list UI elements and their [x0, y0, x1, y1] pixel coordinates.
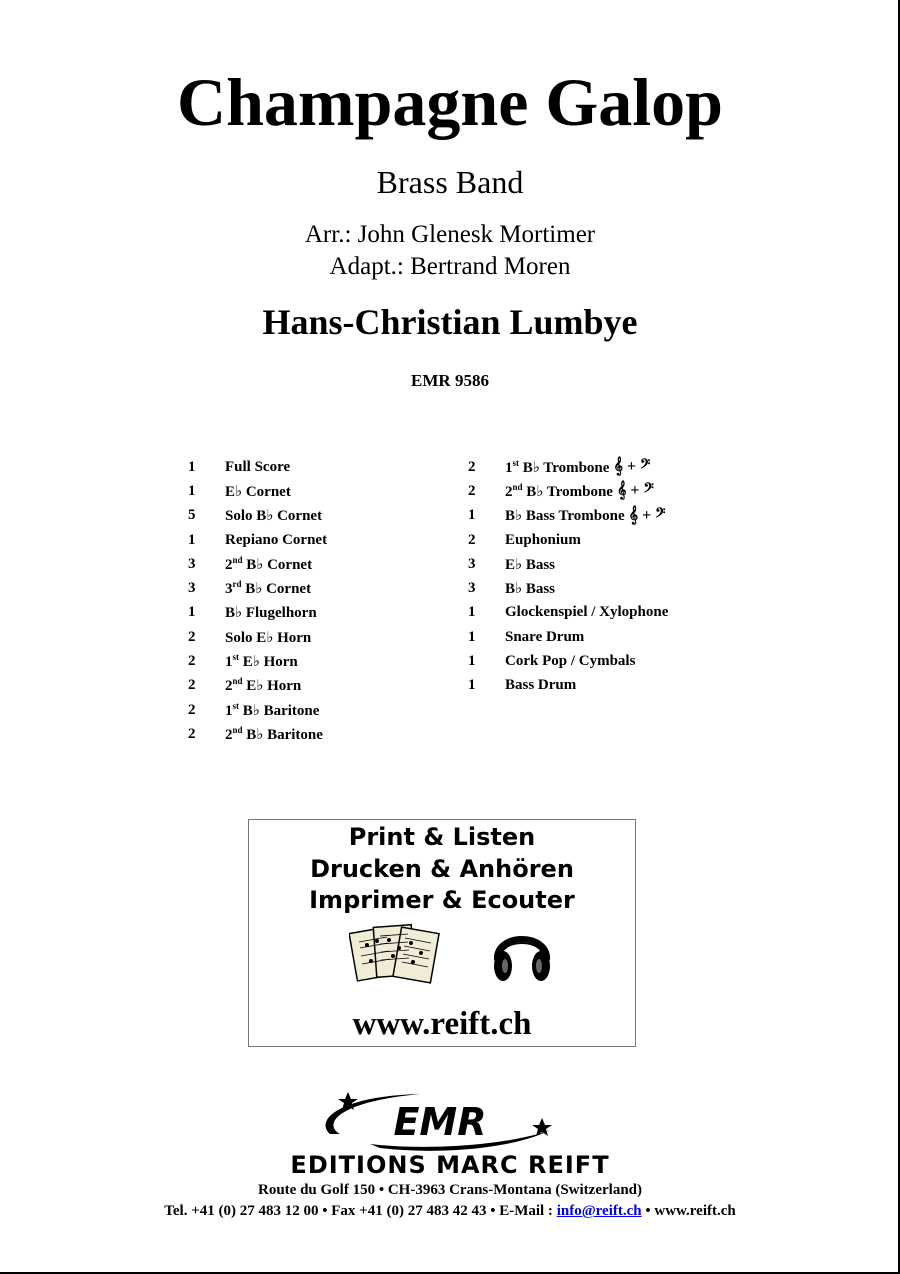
part-quantity: 1 — [468, 604, 476, 621]
part-name: B♭ Flugelhorn — [225, 605, 317, 622]
part-row — [188, 698, 327, 722]
part-instrument: E♭ Horn — [242, 678, 302, 695]
part-ordinal: 1 — [505, 459, 513, 476]
part-quantity: 2 — [188, 653, 196, 670]
emr-logo-text: EMR — [393, 1100, 487, 1144]
contact-website: • www.reift.ch — [641, 1203, 736, 1219]
part-name — [225, 725, 323, 744]
part-instrument: B♭ Cornet — [242, 556, 313, 573]
clef-icon: 𝄞 + 𝄢 — [613, 458, 651, 476]
part-quantity: 1 — [188, 458, 196, 475]
ensemble-subtitle: Brass Band — [376, 164, 524, 200]
part-name: B♭ Bass Trombone — [505, 508, 625, 525]
part-name: Euphonium — [505, 531, 581, 548]
part-quantity: 3 — [188, 580, 196, 597]
composer-name: Hans-Christian Lumbye — [262, 302, 638, 342]
part-row — [188, 576, 327, 600]
part-ordinal: 2 — [225, 556, 233, 573]
part-ordinal-suffix: st — [232, 700, 239, 711]
promo-line-french: Imprimer & Ecouter — [309, 886, 575, 914]
sheet-music-icon — [349, 920, 441, 992]
part-ordinal: 2 — [505, 483, 513, 500]
promo-url[interactable]: www.reift.ch — [352, 1006, 532, 1042]
print-listen-box — [248, 819, 636, 1047]
part-instrument: B♭ Baritone — [242, 726, 323, 743]
part-row — [468, 674, 668, 698]
publisher-contact — [0, 1204, 900, 1219]
part-row — [468, 552, 668, 576]
part-instrument: B♭ Cornet — [241, 581, 312, 598]
clef-icon: 𝄞 + 𝄢 — [628, 506, 666, 524]
part-name — [225, 701, 319, 720]
part-name: Glockenspiel / Xylophone — [505, 604, 669, 621]
catalog-number: EMR 9586 — [411, 371, 489, 390]
part-quantity: 2 — [188, 701, 196, 718]
part-quantity: 1 — [468, 628, 476, 645]
part-ordinal: 3 — [225, 581, 233, 598]
part-row — [188, 625, 327, 649]
headphones-icon — [489, 918, 555, 986]
part-quantity: 2 — [468, 458, 476, 475]
part-row — [468, 528, 668, 552]
part-quantity: 3 — [468, 555, 476, 572]
part-row — [188, 479, 327, 503]
part-ordinal-suffix: nd — [512, 481, 523, 492]
promo-line-german: Drucken & Anhören — [310, 855, 574, 883]
part-name — [505, 482, 613, 501]
part-quantity: 3 — [188, 555, 196, 572]
part-ordinal-suffix: nd — [232, 554, 243, 565]
part-row — [468, 504, 668, 528]
part-ordinal-suffix: st — [512, 457, 519, 468]
part-quantity: 1 — [188, 531, 196, 548]
part-name: Snare Drum — [505, 628, 585, 645]
part-ordinal: 1 — [225, 702, 233, 719]
part-ordinal: 2 — [225, 678, 233, 695]
part-instrument: B♭ Trombone — [519, 459, 610, 476]
part-name: Full Score — [225, 458, 291, 475]
part-name — [225, 579, 311, 598]
part-row — [188, 455, 327, 479]
part-quantity: 5 — [188, 507, 196, 524]
contact-phone-fax: Tel. +41 (0) 27 483 12 00 • Fax +41 (0) 27 483 42 43 • E-Mail : — [164, 1203, 557, 1219]
part-ordinal-suffix: rd — [232, 579, 242, 590]
part-name: E♭ Cornet — [225, 483, 291, 500]
part-row — [188, 528, 327, 552]
part-ordinal: 2 — [225, 726, 233, 743]
part-ordinal-suffix: nd — [232, 724, 243, 735]
part-row — [468, 625, 668, 649]
part-quantity: 1 — [188, 482, 196, 499]
part-quantity: 1 — [468, 507, 476, 524]
part-row — [468, 649, 668, 673]
part-row — [188, 552, 327, 576]
part-name — [505, 458, 609, 477]
part-instrument: B♭ Baritone — [239, 702, 320, 719]
part-name — [225, 676, 301, 695]
publisher-name: EDITIONS MARC REIFT — [290, 1151, 610, 1179]
part-row — [188, 504, 327, 528]
part-row — [188, 674, 327, 698]
page-title: Champagne Galop — [177, 64, 723, 140]
part-row — [188, 722, 327, 746]
emr-logo — [310, 1090, 560, 1152]
clef-icon: 𝄞 + 𝄢 — [616, 482, 654, 500]
part-quantity: 1 — [468, 653, 476, 670]
part-quantity: 1 — [188, 604, 196, 621]
part-row — [468, 479, 668, 503]
part-row — [468, 576, 668, 600]
promo-line-english: Print & Listen — [348, 823, 536, 851]
part-name: E♭ Bass — [505, 556, 556, 573]
part-quantity: 1 — [468, 677, 476, 694]
part-name: Solo E♭ Horn — [225, 629, 312, 646]
parts-list-right — [468, 455, 668, 698]
part-row — [188, 649, 327, 673]
part-ordinal-suffix: st — [232, 652, 239, 663]
part-quantity: 2 — [468, 531, 476, 548]
part-name: Bass Drum — [505, 677, 577, 694]
adapter-credit: Adapt.: Bertrand Moren — [329, 253, 571, 280]
part-name: Cork Pop / Cymbals — [505, 653, 636, 670]
part-row — [188, 601, 327, 625]
email-link[interactable]: info@reift.ch — [556, 1203, 642, 1219]
part-row — [468, 601, 668, 625]
part-quantity: 2 — [188, 628, 196, 645]
part-instrument: E♭ Horn — [239, 654, 298, 671]
parts-list-left — [188, 455, 327, 747]
part-name — [225, 652, 298, 671]
part-instrument: B♭ Trombone — [522, 483, 613, 500]
part-name: Repiano Cornet — [225, 531, 328, 548]
part-name: Solo B♭ Cornet — [225, 508, 323, 525]
part-name: B♭ Bass — [505, 581, 556, 598]
part-ordinal: 1 — [225, 654, 233, 671]
part-quantity: 2 — [468, 482, 476, 499]
arranger-credit: Arr.: John Glenesk Mortimer — [304, 221, 596, 248]
part-quantity: 3 — [468, 580, 476, 597]
part-name — [225, 555, 312, 574]
publisher-address: Route du Golf 150 • CH-3963 Crans-Montana (Switzerland) — [258, 1182, 642, 1198]
part-quantity: 2 — [188, 725, 196, 742]
part-row — [468, 455, 668, 479]
part-quantity: 2 — [188, 677, 196, 694]
part-ordinal-suffix: nd — [232, 676, 243, 687]
